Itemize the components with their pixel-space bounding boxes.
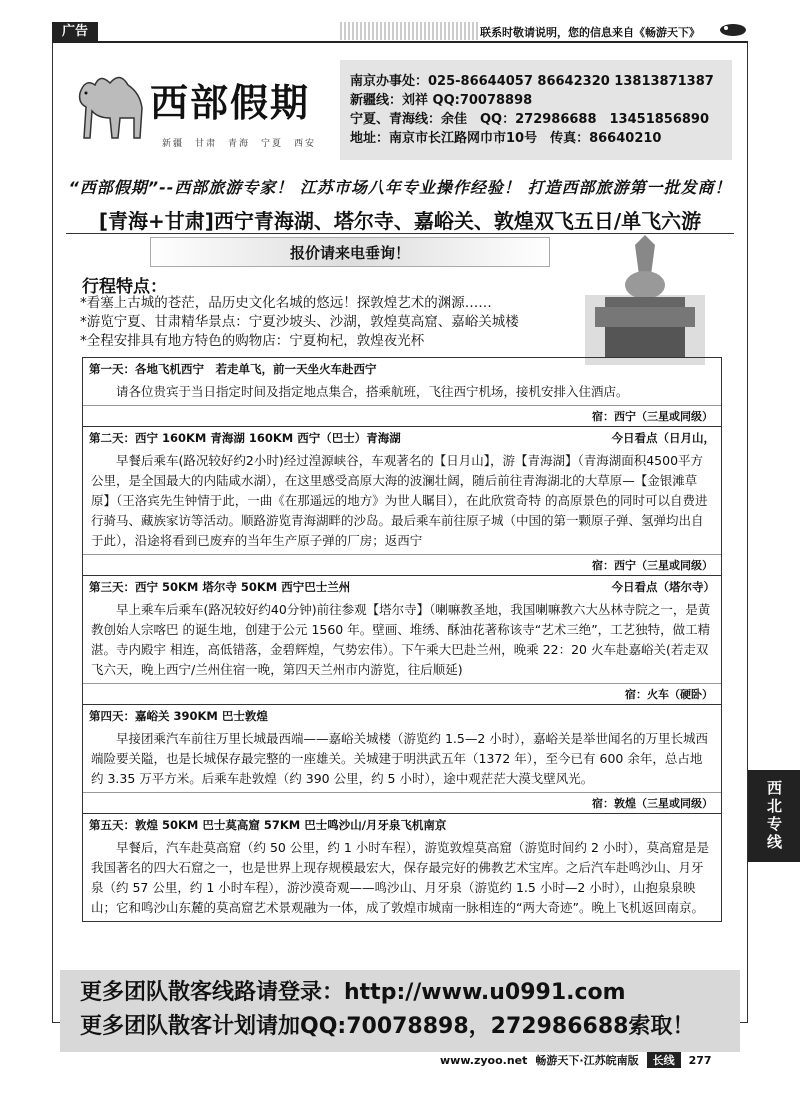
day-head: 第三天：西宁 50KM 塔尔寺 50KM 西宁巴士兰州 (89, 580, 351, 594)
feature-item: *全程安排具有地方特色的购物店：宁夏枸杞，敦煌夜光杯 (80, 333, 425, 349)
magazine-logo-icon (718, 20, 748, 38)
brand-logo (70, 58, 340, 163)
day-lodging: 宿：西宁（三星或同级） (83, 405, 721, 426)
day-body: 早餐后乘车(路况较好约2小时)经过湟源峡谷，车观著名的【日月山】，游【青海湖】（青海湖面积4500平方公里，是全国最大的内陆咸水湖），在这里感受高原大海的波澜壮阔，随后前往青海湖北的大草原—【金银滩草原】（王洛宾先生钟情于此，一曲《在那遥远的地方》为世人瞩目），在此欣赏奇特 的高原景色的同时可以自费进行骑马、藏族家访等活动。顺路游览青海湖畔的沙岛。最后乘车前往原子城（中国的第一颗原子弹、氢弹均出自于此），沿途将看到已废弃的当年生产原子弹的厂房；返西宁 (91, 453, 708, 548)
decorative-pattern (340, 22, 480, 40)
day-head: 第四天：嘉峪关 390KM 巴士敦煌 (89, 709, 268, 723)
feature-item: *看塞上古城的苍茫，品历史文化名城的悠远！探敦煌艺术的渊源…… (80, 295, 492, 311)
contact-line: 宁夏、青海线：余佳 QQ：272986688 13451856890 (350, 112, 710, 127)
promo-line: 更多团队散客线路请登录：http://www.u0991.com (80, 980, 626, 1005)
day-row (83, 427, 721, 576)
day-body: 早餐后，汽车赴莫高窟（约 50 公里，约 1 小时车程），游览敦煌莫高窟（游览时间约 2 小时），莫高窟是是我国著名的四大石窟之一，也是世界上现存规模最宏大，保存最完好的佛教艺术宝库。之后汽车赴鸣沙山、月牙泉（约 57 公里，约 1 小时车程），游沙漠奇观——鸣沙山、月牙泉（游览约 1.5 小时—2 小时），山抱泉泉映山；它和鸣沙山东麓的莫高窟艺术景观融为一体，成了敦煌市城南一脉相连的“两大奇迹”。晚上飞机返回南京。 (91, 840, 710, 915)
features-heading: 行程特点： (82, 277, 167, 297)
day-lodging: 宿：西宁（三星或同级） (83, 554, 721, 575)
footer-magazine: 畅游天下·江苏皖南版 (535, 1054, 639, 1067)
contact-line: 地址：南京市长江路网巾市10号 传真：86640210 (350, 131, 662, 146)
ad-label: 广告 (52, 22, 98, 42)
day-body: 早接团乘汽车前往万里长城最西端——嘉峪关城楼（游览约 1.5—2 小时），嘉峪关是举世闻名的万里长城西端险要关隘，也是长城保存最完整的一座雄关。关城建于明洪武五年（1372 年），至今已有 600 余年，总占地约 3.35 万平方米。后乘车赴敦煌（约 390 公里，约 5 小时），途中观茫茫大漠戈壁风光。 (91, 731, 709, 786)
day-head: 第五天：敦煌 50KM 巴士莫高窟 57KM 巴士鸣沙山/月牙泉飞机南京 (89, 818, 447, 832)
contact-line: 新疆线：刘祥 QQ:70078898 (350, 93, 533, 108)
top-bar (0, 0, 800, 42)
day-highlight: 今日看点（日月山， (611, 431, 715, 445)
day-head: 第二天：西宁 160KM 青海湖 160KM 西宁（巴士）青海湖 (89, 431, 401, 445)
footer-site: www.zyoo.net (440, 1053, 528, 1067)
features-list (80, 294, 640, 351)
feature-item: *游览宁夏、甘肃精华景点：宁夏沙坡头、沙湖，敦煌莫高窟、嘉峪关城楼 (80, 314, 519, 330)
header-note: 联系时敬请说明，您的信息来自《畅游天下》 (480, 26, 700, 39)
camel-icon (70, 63, 160, 153)
promo-banner (60, 970, 740, 1052)
day-row (83, 814, 721, 921)
itinerary-table (82, 357, 722, 922)
day-row (83, 705, 721, 814)
day-body: 请各位贵宾于当日指定时间及指定地点集合，搭乘航班，飞往西宁机场，接机安排入住酒店。 (116, 384, 629, 399)
day-row (83, 576, 721, 705)
day-highlight: 今日看点（塔尔寺） (611, 580, 715, 594)
section-tab: 西北专线 (748, 770, 800, 862)
day-body: 早上乘车后乘车(路况较好约40分钟)前往参观【塔尔寺】（喇嘛教圣地，我国喇嘛教六大丛林寺院之一，是黄教创始人宗喀巴 的诞生地，创建于公元 1560 年。壁画、堆绣、酥油花著称该寺“艺术三绝”，工艺独特，做工精湛。寺内殿宇 相连，高低错落，金碧辉煌，气势宏伟）。下午乘大巴赴兰州，晚乘 22：20 火车赴嘉峪关(若走双飞六天，晚上西宁/兰州住宿一晚，第四天兰州市内游览，往后顺延) (91, 602, 711, 677)
page-number: 277 (688, 1053, 712, 1067)
day-lodging: 宿：敦煌（三星或同级） (83, 792, 721, 813)
title-rule (66, 233, 734, 234)
promo-line: 更多团队散客计划请加QQ:70078898，272986688索取！ (80, 1014, 695, 1039)
price-note: 报价请来电垂询！ (150, 237, 550, 267)
footer-tag: 长线 (647, 1052, 681, 1068)
day-lodging: 宿：火车（硬卧） (83, 683, 721, 704)
brand-name: 西部假期 (150, 80, 311, 125)
brand-subtitle: 新疆 甘肃 青海 宁夏 西安 (162, 139, 317, 149)
day-row (83, 358, 721, 427)
page-footer (440, 1052, 712, 1068)
slogan: “西部假期”--西部旅游专家！ 江苏市场八年专业操作经验！ 打造西部旅游第一批发商！ (68, 178, 732, 197)
day-head: 第一天：各地飞机西宁 若走单飞，前一天坐火车赴西宁 (89, 362, 377, 376)
contact-line: 南京办事处：025-86644057 86642320 13813871387 (350, 74, 714, 89)
tour-title: [青海+甘肃]西宁青海湖、塔尔寺、嘉峪关、敦煌双飞五日/单飞六游 (98, 209, 702, 233)
contact-info (340, 60, 732, 160)
